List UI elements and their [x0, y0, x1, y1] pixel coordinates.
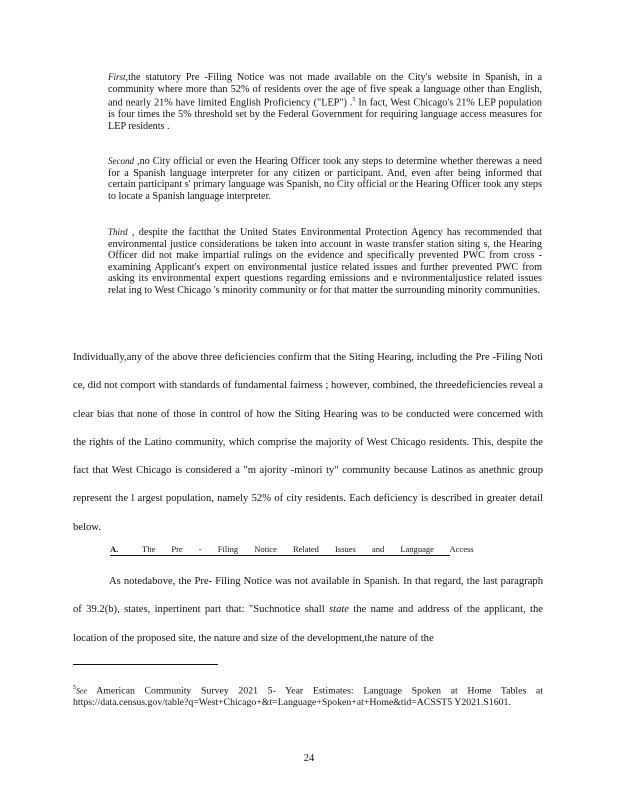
para2-text-continued: the name and address of the applicant, the location of the proposed site, the nature and size of the development,the nature of the — [73, 604, 543, 644]
third-text: , despite the factthat the United States Environmental Protection Agency has recommended that environmental justice considerations be taken into account in waste transfer station siting s, the Hearing Officer did not make impartial rulings on the evidence and specifically prevented PWC from cross -examining Applicant's expert on environmental justice related issues and further prevented PWC from asking its environmental expert questions regarding emissions and e nvironmentaljustice related issues relat ing to West Chicago 's minority community or for that matter the surrounding minority communities. — [108, 227, 542, 296]
first-text: ,the statutory Pre -Filing Notice was not made available on the City's website in Spanish, in a community where more than 52% of residents over the age of five speak a language other than English, and nearly 21% have limited English Proficiency ("LEP") . — [108, 72, 542, 109]
page-number: 24 — [303, 753, 315, 764]
lead-word-first: First — [108, 72, 126, 82]
first-text-continued: In fact, West Chicago's 21% LEP population is four times the 5% threshold set by the Federal Government for requiring language access measures for LEP residents . — [108, 97, 543, 132]
para2-emphasis: state — [329, 604, 350, 616]
section-number: A. — [110, 544, 119, 554]
block-quote-first — [108, 72, 542, 132]
lead-word-second: Second — [108, 156, 134, 166]
footnote-separator — [73, 664, 218, 665]
lead-word-third: Third — [108, 227, 128, 237]
footnote-number: 5 — [73, 685, 76, 691]
footnote-see: See — [76, 686, 88, 696]
block-quote-second — [108, 156, 542, 202]
footnote-reference[interactable]: 5 — [352, 97, 356, 104]
block-quote-third — [108, 227, 542, 297]
second-text: ,no City official or even the Hearing Officer took any steps to determine whether therewas a need for a Spanish language interpreter for any citizen or participant. And, even after being informed that certain participant s' primary language was Spanish, no City official or the Hearing Officer took any steps to locate a Spanish language interpreter. — [108, 156, 542, 202]
footnote — [73, 683, 543, 708]
footnote-text: American Community Survey 2021 5- Year Estimates: Language Spoken at Home Tables at https://data.census.gov/table?q=West+Chicago+&t=Language+Spoken+at+Home&tid=ACSST5 Y2021.S1601. — [73, 685, 543, 708]
para2-text: As notedabove, the Pre- Filing Notice was not available in Spanish. In that regard, the last paragraph of 39.2(b), states, inpertinent part that: "Suchnotice shall — [73, 576, 543, 616]
body-paragraph-as-noted — [73, 568, 543, 653]
section-title: The Pre - Filing Notice Related Issues and Language Access — [142, 544, 474, 554]
section-heading — [110, 544, 474, 556]
body-paragraph-individually: Individually,any of the above three deficiencies confirm that the Siting Hearing, including the Pre -Filing Noti ce, did not comport with standards of fundamental fairness ; however, combined, the threedeficiencies reveal a clear bias that none of those in control of how the Siting Hearing was to be conducted were concerned with the rights of the Latino community, which comprise the majority of West Chicago residents. This, despite the fact that West Chicago is considered a "m ajority -minori ty" community because Latinos as anethnic group represent the l argest population, namely 52% of city residents. Each deficiency is described in greater detail below. — [73, 352, 543, 533]
